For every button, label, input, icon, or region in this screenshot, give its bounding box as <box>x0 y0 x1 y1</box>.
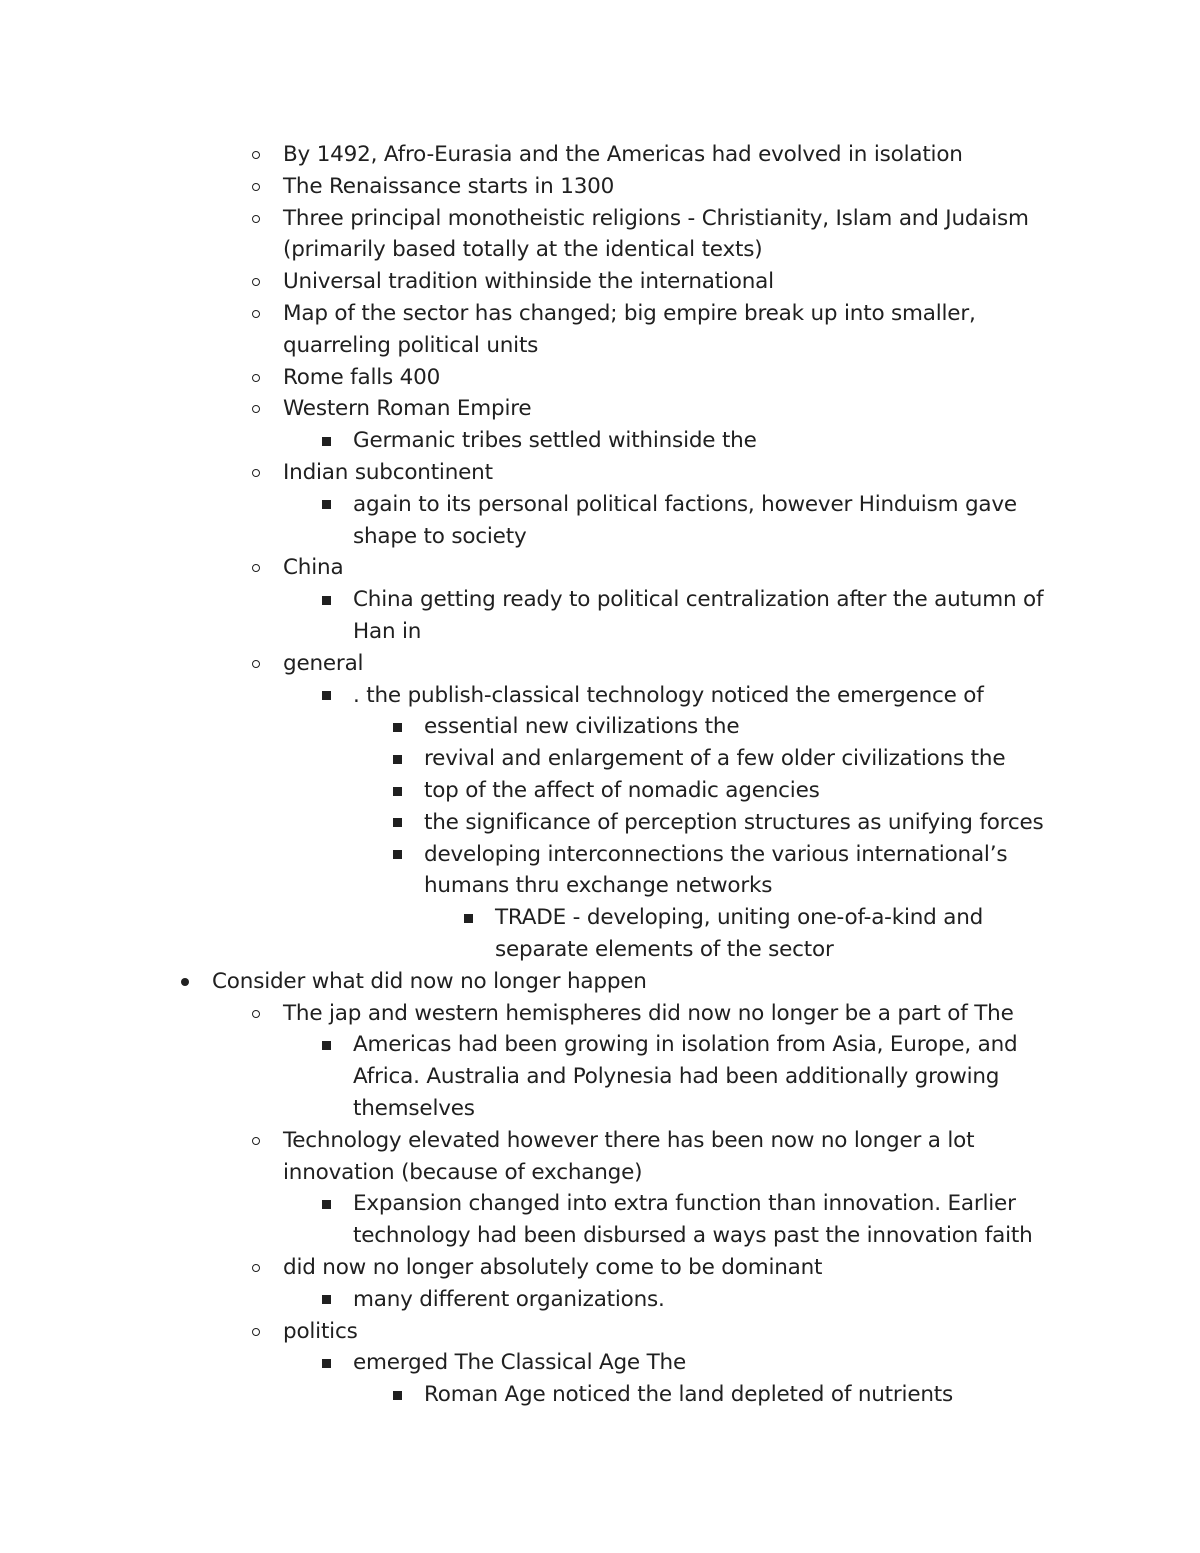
list-item <box>0 362 1200 394</box>
list-item <box>0 171 1200 203</box>
list-item-text: The jap and western hemispheres did now no longer be a part of The <box>283 1000 1014 1026</box>
list-item <box>0 1284 1200 1316</box>
list-item-text: the significance of perception structures as unifying forces <box>424 809 1044 835</box>
list-item-text: China getting ready to political centralization after the autumn of <box>353 587 1044 613</box>
list-item-text: politics <box>283 1318 358 1344</box>
list-item <box>0 807 1200 839</box>
list-item <box>0 552 1200 584</box>
circle-bullet-icon <box>245 457 267 489</box>
list-item <box>0 457 1200 489</box>
list-item-text: By 1492, Afro-Eurasia and the Americas had evolved in isolation <box>283 142 963 167</box>
list-item <box>0 902 1200 934</box>
list-item-text: humans thru exchange networks <box>424 873 773 899</box>
list-item <box>0 1347 1200 1379</box>
list-item <box>0 139 1200 171</box>
square-bullet-icon <box>315 1347 337 1379</box>
circle-bullet-icon <box>245 171 267 203</box>
list-item-text: revival and enlargement of a few older civilizations the <box>424 746 1006 772</box>
list-item <box>0 743 1200 775</box>
list-item <box>0 775 1200 807</box>
circle-bullet-icon <box>245 998 267 1030</box>
square-bullet-icon <box>315 1029 337 1061</box>
square-bullet-icon <box>457 902 479 934</box>
list-item <box>0 839 1200 871</box>
circle-bullet-icon <box>245 266 267 298</box>
list-item-text: essential new civilizations the <box>424 714 740 740</box>
square-bullet-icon <box>315 489 337 521</box>
list-item-text: Han in <box>353 619 422 644</box>
list-item-text: technology had been disbursed a ways past the innovation faith <box>353 1223 1033 1249</box>
circle-bullet-icon <box>245 139 267 171</box>
list-item-text: Expansion changed into extra function than innovation. Earlier <box>353 1191 1016 1217</box>
list-item-text: Western Roman Empire <box>283 396 532 422</box>
list-item <box>0 1379 1200 1411</box>
list-item-text: Roman Age noticed the land depleted of nutrients <box>424 1382 954 1408</box>
list-item-continuation <box>0 870 1200 902</box>
list-item-text: innovation (because of exchange) <box>283 1159 643 1185</box>
list-item-text: China <box>283 555 344 581</box>
list-item-continuation <box>0 1220 1200 1252</box>
square-bullet-icon <box>315 1188 337 1220</box>
list-item-text: Technology elevated however there has been now no longer a lot <box>283 1127 975 1153</box>
list-item-text: Indian subcontinent <box>283 460 493 485</box>
list-item-text: Map of the sector has changed; big empire break up into smaller, <box>283 301 976 326</box>
list-item-text: Universal tradition withinside the international <box>283 269 774 295</box>
circle-bullet-icon <box>245 203 267 235</box>
list-item-text: again to its personal political factions, however Hinduism gave <box>353 491 1017 517</box>
disc-bullet-icon <box>174 966 196 998</box>
list-item <box>0 489 1200 521</box>
list-item-text: separate elements of the sector <box>495 937 834 962</box>
list-item <box>0 1252 1200 1284</box>
square-bullet-icon <box>386 807 408 839</box>
list-item-continuation <box>0 616 1200 648</box>
list-item-continuation <box>0 1061 1200 1093</box>
circle-bullet-icon <box>245 1125 267 1157</box>
square-bullet-icon <box>386 711 408 743</box>
list-item-text: general <box>283 650 364 676</box>
list-item <box>0 425 1200 457</box>
list-item-text: Africa. Australia and Polynesia had been additionally growing <box>353 1064 1000 1090</box>
circle-bullet-icon <box>245 648 267 680</box>
list-item-text: top of the affect of nomadic agencies <box>424 778 820 803</box>
list-item-continuation <box>0 1157 1200 1189</box>
list-item <box>0 966 1200 998</box>
list-item <box>0 298 1200 330</box>
list-item <box>0 203 1200 235</box>
list-item-text: The Renaissance starts in 1300 <box>283 173 615 199</box>
list-item-continuation <box>0 330 1200 362</box>
circle-bullet-icon <box>245 362 267 394</box>
list-item-text: Consider what did now no longer happen <box>212 968 647 994</box>
list-item <box>0 1125 1200 1157</box>
square-bullet-icon <box>386 1379 408 1411</box>
list-item-text: Rome falls 400 <box>283 364 441 390</box>
circle-bullet-icon <box>245 552 267 584</box>
list-item <box>0 680 1200 712</box>
list-item-continuation <box>0 1093 1200 1125</box>
list-item-text: emerged The Classical Age The <box>353 1350 686 1376</box>
list-item-text: Germanic tribes settled withinside the <box>353 428 757 454</box>
square-bullet-icon <box>386 775 408 807</box>
square-bullet-icon <box>315 680 337 712</box>
list-item-text: (primarily based totally at the identical texts) <box>283 237 763 263</box>
list-item-text: developing interconnections the various international’s <box>424 841 1008 867</box>
list-item-text: themselves <box>353 1096 475 1121</box>
list-item-text: shape to society <box>353 523 527 549</box>
circle-bullet-icon <box>245 393 267 425</box>
list-item-text: Three principal monotheistic religions - Christianity, Islam and Judaism <box>283 205 1029 231</box>
list-item-continuation <box>0 934 1200 966</box>
list-item <box>0 1316 1200 1348</box>
list-item <box>0 393 1200 425</box>
square-bullet-icon <box>315 425 337 457</box>
list-item <box>0 266 1200 298</box>
list-item <box>0 1188 1200 1220</box>
list-item-continuation <box>0 521 1200 553</box>
list-item <box>0 1029 1200 1061</box>
list-item-text: did now no longer absolutely come to be dominant <box>283 1255 823 1280</box>
square-bullet-icon <box>315 1284 337 1316</box>
circle-bullet-icon <box>245 1316 267 1348</box>
list-item-text: Americas had been growing in isolation from Asia, Europe, and <box>353 1032 1018 1058</box>
list-item <box>0 584 1200 616</box>
circle-bullet-icon <box>245 1252 267 1284</box>
list-item-text: . the publish-classical technology noticed the emergence of <box>353 682 984 708</box>
list-item <box>0 648 1200 680</box>
list-item-text: quarreling political units <box>283 332 539 358</box>
list-item <box>0 711 1200 743</box>
list-item-text: many different organizations. <box>353 1286 665 1312</box>
list-item-continuation <box>0 234 1200 266</box>
square-bullet-icon <box>315 584 337 616</box>
list-item <box>0 998 1200 1030</box>
square-bullet-icon <box>386 743 408 775</box>
list-item-text: TRADE - developing, uniting one-of-a-kind and <box>495 905 984 931</box>
circle-bullet-icon <box>245 298 267 330</box>
square-bullet-icon <box>386 839 408 871</box>
